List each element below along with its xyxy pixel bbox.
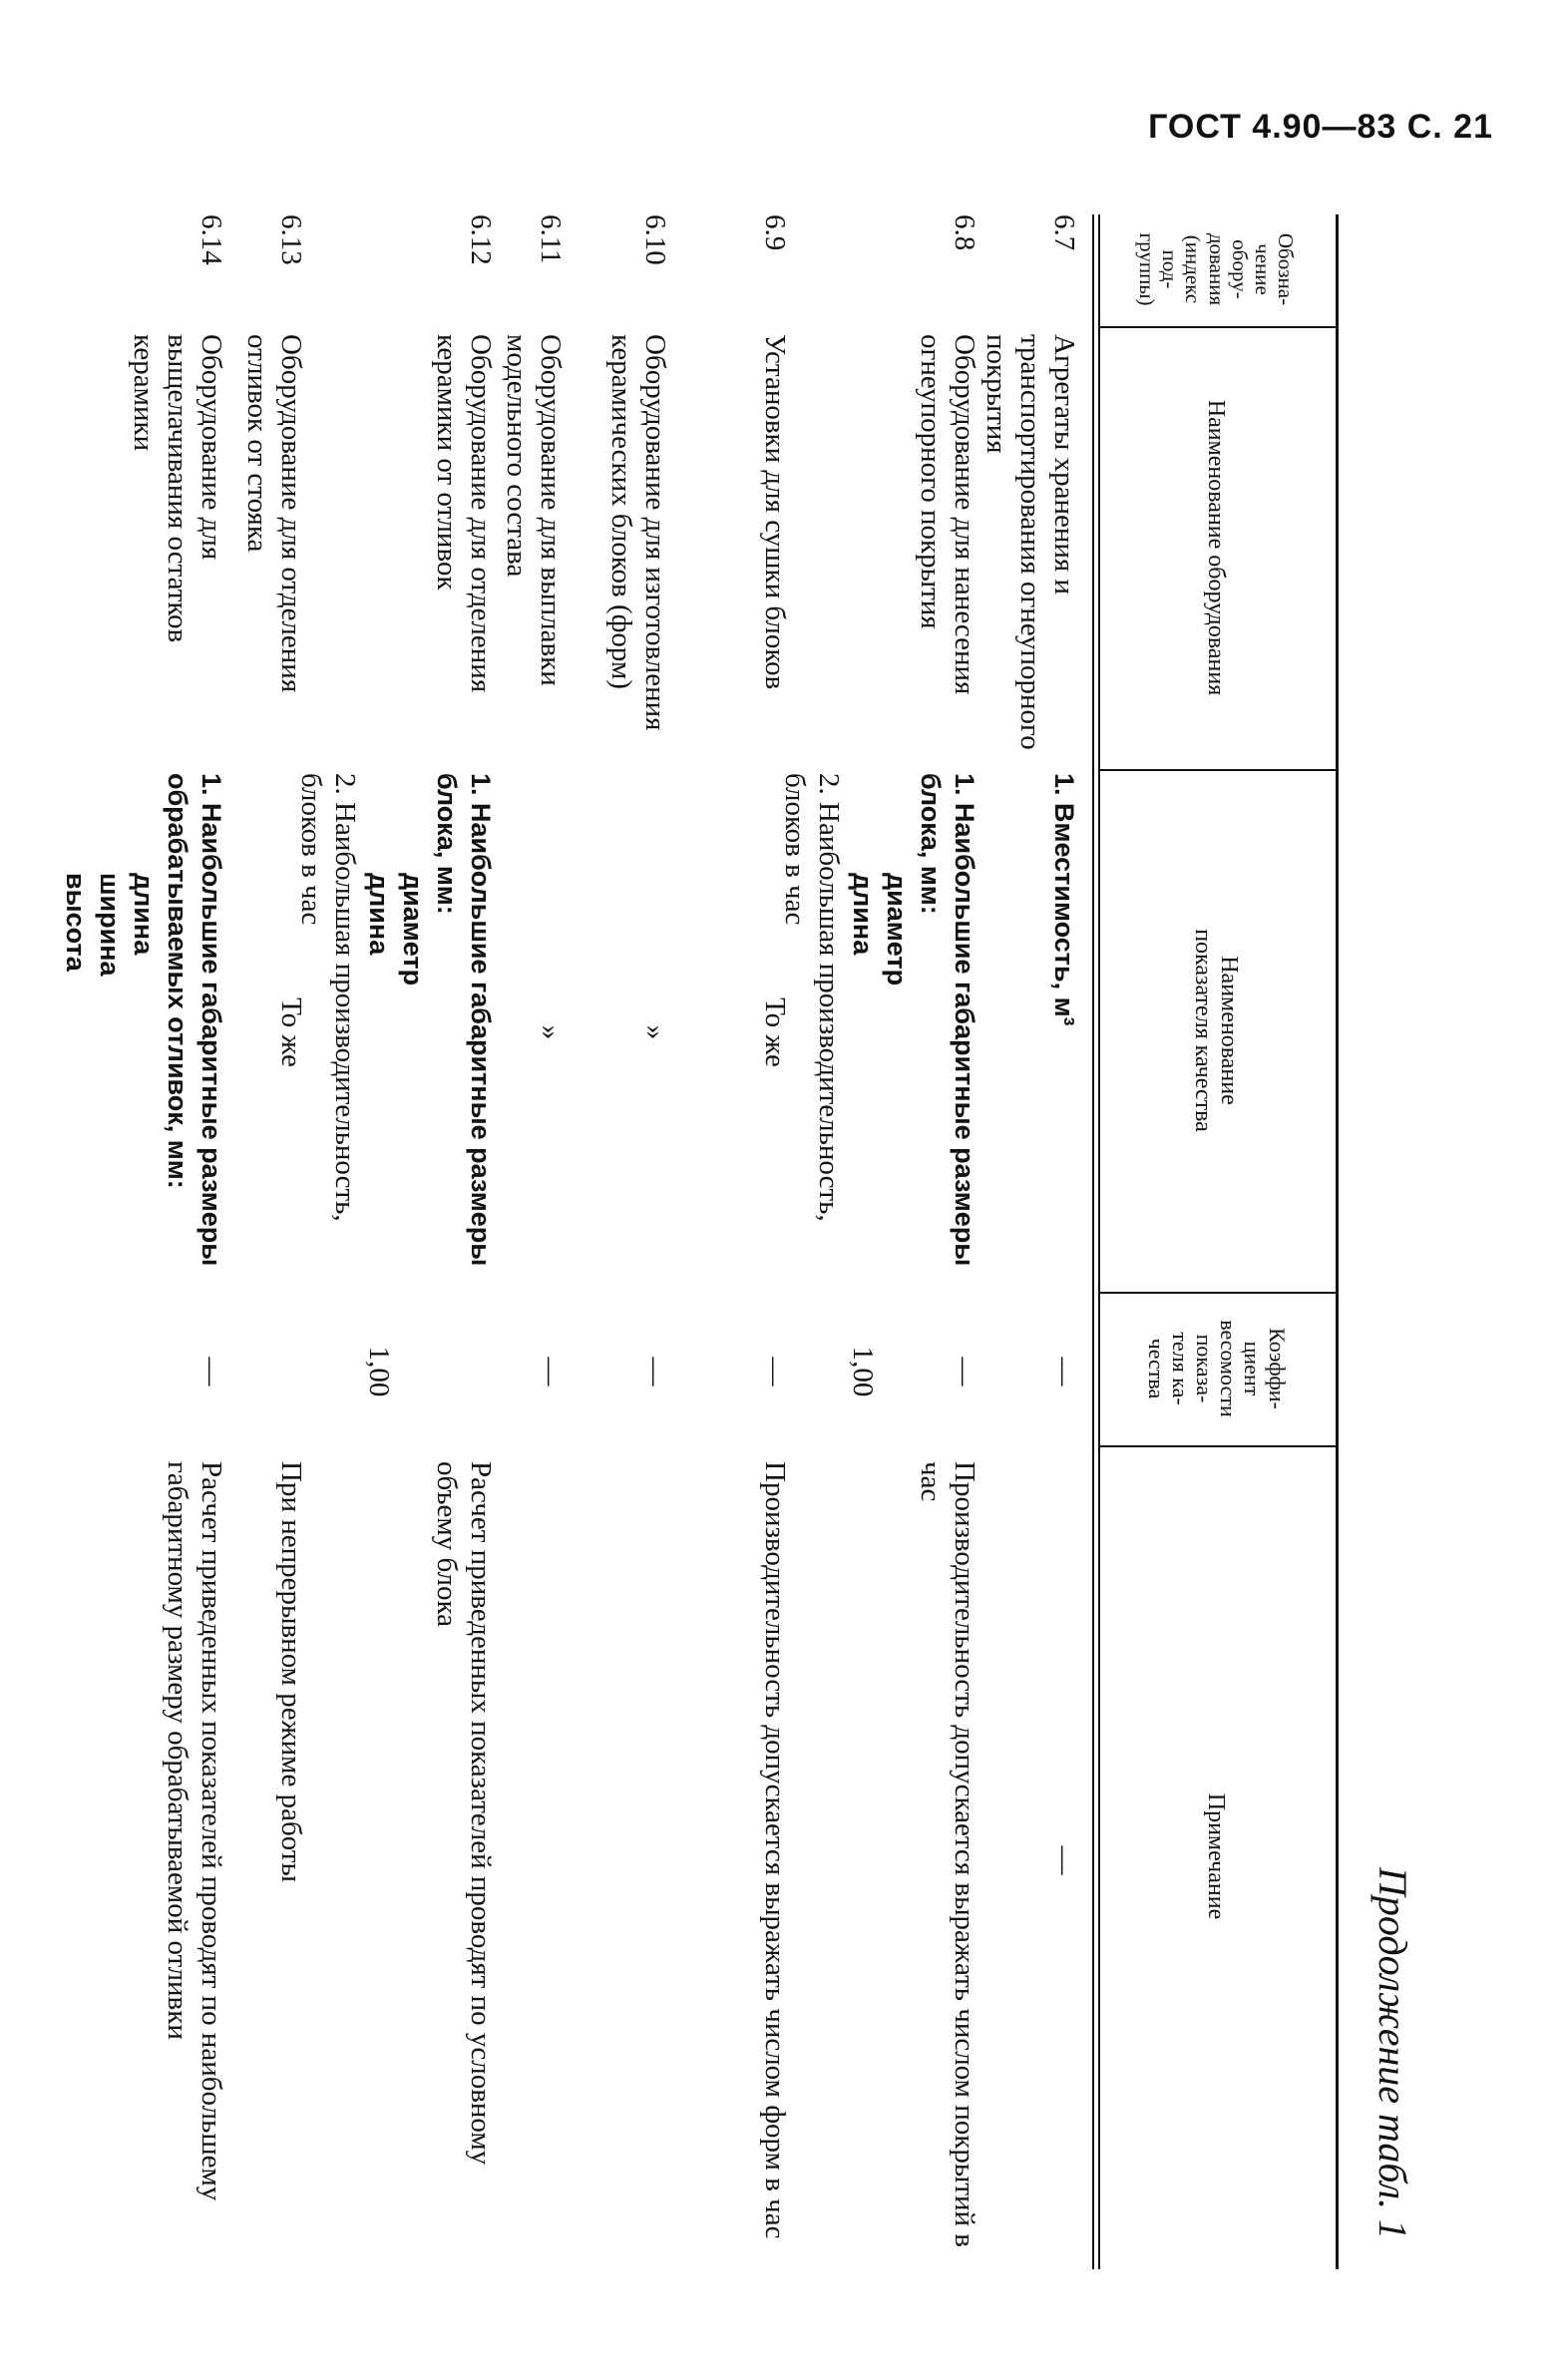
row-equipment: Оборудование для изготовления керамических блоков (форм) [605,334,671,731]
indicator-line: 1. Наибольшие габаритные размеры обрабатываемых отливок, мм: [163,773,226,1267]
row-indicator: » [535,1024,567,1040]
indicator-line: длина [848,873,878,956]
row-coef: — [535,1357,567,1387]
row-coef: — [195,1357,227,1387]
table-caption: Продолжение табл. 1 [1370,1866,1415,2239]
row-code: 6.9 [759,214,791,251]
row-note: При непрерывном режиме работы [275,1461,307,1883]
row-equipment: Агрегаты хранения и транспортирования огнеупорного покрытия [980,334,1080,750]
row-note: Расчет приведенных показателей проводят по наибольшему габаритному размеру обрабатываемой отливки [162,1461,227,2201]
row-note: Расчет приведенных показателей проводят по условному объему блока [431,1461,497,2166]
row-coef [362,1302,498,1441]
row-equipment: Установки для сушки блоков [759,334,791,690]
row-code: 6.12 [465,214,497,265]
row-equipment: Оборудование для отделения керамики от отливок [431,334,497,693]
indicator-line: ширина [95,873,125,977]
row-equipment: Оборудование для отделения отливок от стояка [241,334,307,693]
row-note: Производительность допускается выражать числом покрытий в час [915,1461,980,2247]
page-header: ГОСТ 4.90—83 С. 21 [1148,108,1493,146]
coef-value: 1,00 [363,1346,395,1397]
row-coef: — [1048,1357,1080,1387]
indicator-line: 1. Наибольшие габаритные размеры блока, мм: [432,773,496,1267]
row-equipment: Оборудование для выплавки модельного состава [501,334,567,686]
row-indicator: То же [275,997,307,1067]
row-code: 6.8 [949,214,980,251]
equipment-table [61,214,1339,2269]
row-indicator: 1. Вместимость, м³ [1049,773,1079,1026]
row-coef: — [759,1357,791,1387]
indicator-line: диаметр [398,873,428,987]
row-note: — [1048,1845,1080,1875]
col-header-equipment: Наименование оборудования [1203,399,1230,696]
col-header-indicator: Наименование показателя качества [1190,929,1243,1132]
col-header-coef: Коэффи- циент весомости показа- теля ка- чества [1143,1320,1290,1417]
col-header-note: Примечание [1203,1792,1230,1920]
row-code: 6.7 [1048,214,1080,251]
row-equipment: Оборудование для выщелачивания остатков керамики [128,334,227,643]
row-indicator: » [639,1024,671,1040]
row-coef [846,1302,981,1441]
col-header-code: Обозна- чение обору- дования (индекс под- группы) [1135,232,1298,306]
indicator-line: длина [129,873,159,956]
row-code: 6.13 [275,214,307,265]
indicator-line: диаметр [882,873,912,987]
coef-value: 1,00 [847,1346,879,1397]
row-indicators [778,773,981,1292]
indicator-line: высота [61,873,91,972]
coef-value: — [949,1357,980,1387]
indicator-line: 1. Наибольшие габаритные размеры блока, мм: [916,773,979,1267]
indicator-line: 2. Наибольшая производительность, блоков в час [295,773,361,1222]
row-code: 6.10 [639,214,671,265]
rotated-table-page [61,214,1426,2269]
indicator-line: длина [364,873,394,956]
row-indicators [294,773,498,1292]
row-note: Производительность допускается выражать числом форм в час [759,1461,791,2239]
row-equipment: Оборудование для нанесения огнеупорного покрытия [915,334,980,695]
row-code: 6.14 [195,214,227,265]
row-code: 6.11 [535,214,567,264]
indicator-line: 2. Наибольшая производительность, блоков в час [779,773,845,1222]
row-coef: — [639,1357,671,1387]
row-indicator: То же [759,997,791,1067]
row-indicators [59,773,228,1292]
